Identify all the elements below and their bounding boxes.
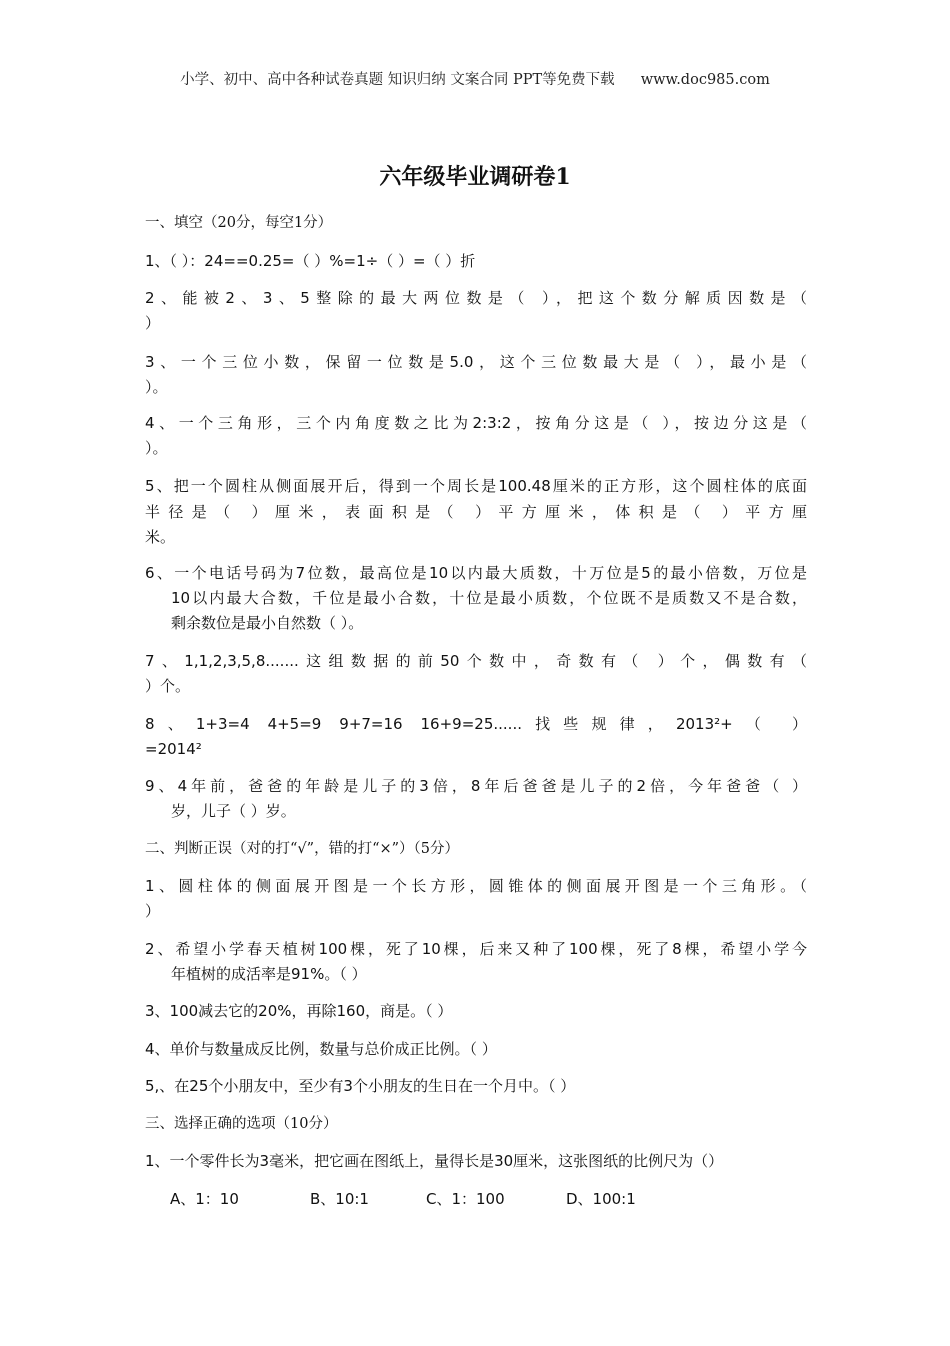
question-1-5-line2: 半径是（ ）厘米，表面积是（ ）平方厘米，体积是（ ）平方厘 [145,503,807,521]
section-3-heading: 三、选择正确的选项（10分） [145,1116,338,1132]
option-a: A、1：10 [170,1190,239,1208]
question-1-4-line2: ）。 [145,439,168,457]
question-1-5-line1: 5、把一个圆柱从侧面展开后，得到一个周长是100.48厘米的正方形，这个圆柱体的底面 [145,477,807,495]
question-1-3-line1: 3、一个三位小数，保留一位数是5.0，这个三位数最大是（ ），最小是（ [145,353,807,371]
question-1-9-line2: 岁，儿子（ ）岁。 [171,802,296,820]
question-1-6-line3: 剩余数位是最小自然数（ ）。 [171,614,364,632]
question-1-8-line1: 8、1+3=4 4+5=9 9+7=16 16+9=25......找些规律，2013²+（ ） [145,715,807,733]
question-1-3-line2: ）。 [145,378,168,396]
question-2-1-line1: 1、圆柱体的侧面展开图是一个长方形，圆锥体的侧面展开图是一个三角形。（ [145,877,807,895]
question-3-1: 1、一个零件长为3毫米，把它画在图纸上，量得长是30厘米，这张图纸的比例尺为（） [145,1152,724,1170]
option-b: B、10:1 [310,1190,369,1208]
question-1-2-line1: 2、能被2、3、5整除的最大两位数是（ ），把这个数分解质因数是（ [145,289,807,307]
page-title: 六年级毕业调研卷1 [379,164,571,190]
header-text: 小学、初中、高中各种试卷真题 知识归纳 文案合同 PPT等免费下载 [180,72,615,88]
question-1-7-line2: ）个。 [145,677,191,695]
question-2-5: 5,、在25个小朋友中，至少有3个小朋友的生日在一个月中。（ ） [145,1077,576,1095]
header-site: www.doc985.com [640,72,770,88]
section-2-heading: 二、判断正误（对的打“√”，错的打“×”）（5分） [145,841,460,857]
page-header [0,68,950,89]
question-1-6-line2: 10以内最大合数，千位是最小合数，十位是最小质数，个位既不是质数又不是合数， [171,589,807,607]
question-1-7-line1: 7、1,1,2,3,5,8.......这组数据的前50个数中，奇数有（ ）个，偶数有（ [145,652,807,670]
question-1-9-line1: 9、4年前，爸爸的年龄是儿子的3倍，8年后爸爸是儿子的2倍，今年爸爸（ ） [145,777,807,795]
question-1-8-line2: =2014² [145,740,202,758]
question-1-2-line2: ） [145,314,161,332]
question-1-6-line1: 6、一个电话号码为7位数，最高位是10以内最大质数，十万位是5的最小倍数，万位是 [145,564,807,582]
question-1-5-line3: 米。 [145,528,176,546]
question-1-4-line1: 4、一个三角形，三个内角度数之比为2:3:2，按角分这是（ ），按边分这是（ [145,414,807,432]
option-c: C、1：100 [426,1190,505,1208]
question-2-1-line2: ） [145,902,161,920]
question-2-2-line1: 2、希望小学春天植树100棵，死了10棵，后来又种了100棵，死了8棵，希望小学今 [145,940,807,958]
option-d: D、100:1 [566,1190,636,1208]
section-1-heading: 一、填空（20分，每空1分） [145,215,333,231]
question-2-4: 4、单价与数量成反比例，数量与总价成正比例。（ ） [145,1040,497,1058]
question-1-1: 1、（ ）：24==0.25=（ ）%=1÷（ ）=（ ）折 [145,252,476,270]
question-2-2-line2: 年植树的成活率是91%。（ ） [171,965,367,983]
question-2-3: 3、100减去它的20%，再除160，商是。（ ） [145,1002,453,1020]
